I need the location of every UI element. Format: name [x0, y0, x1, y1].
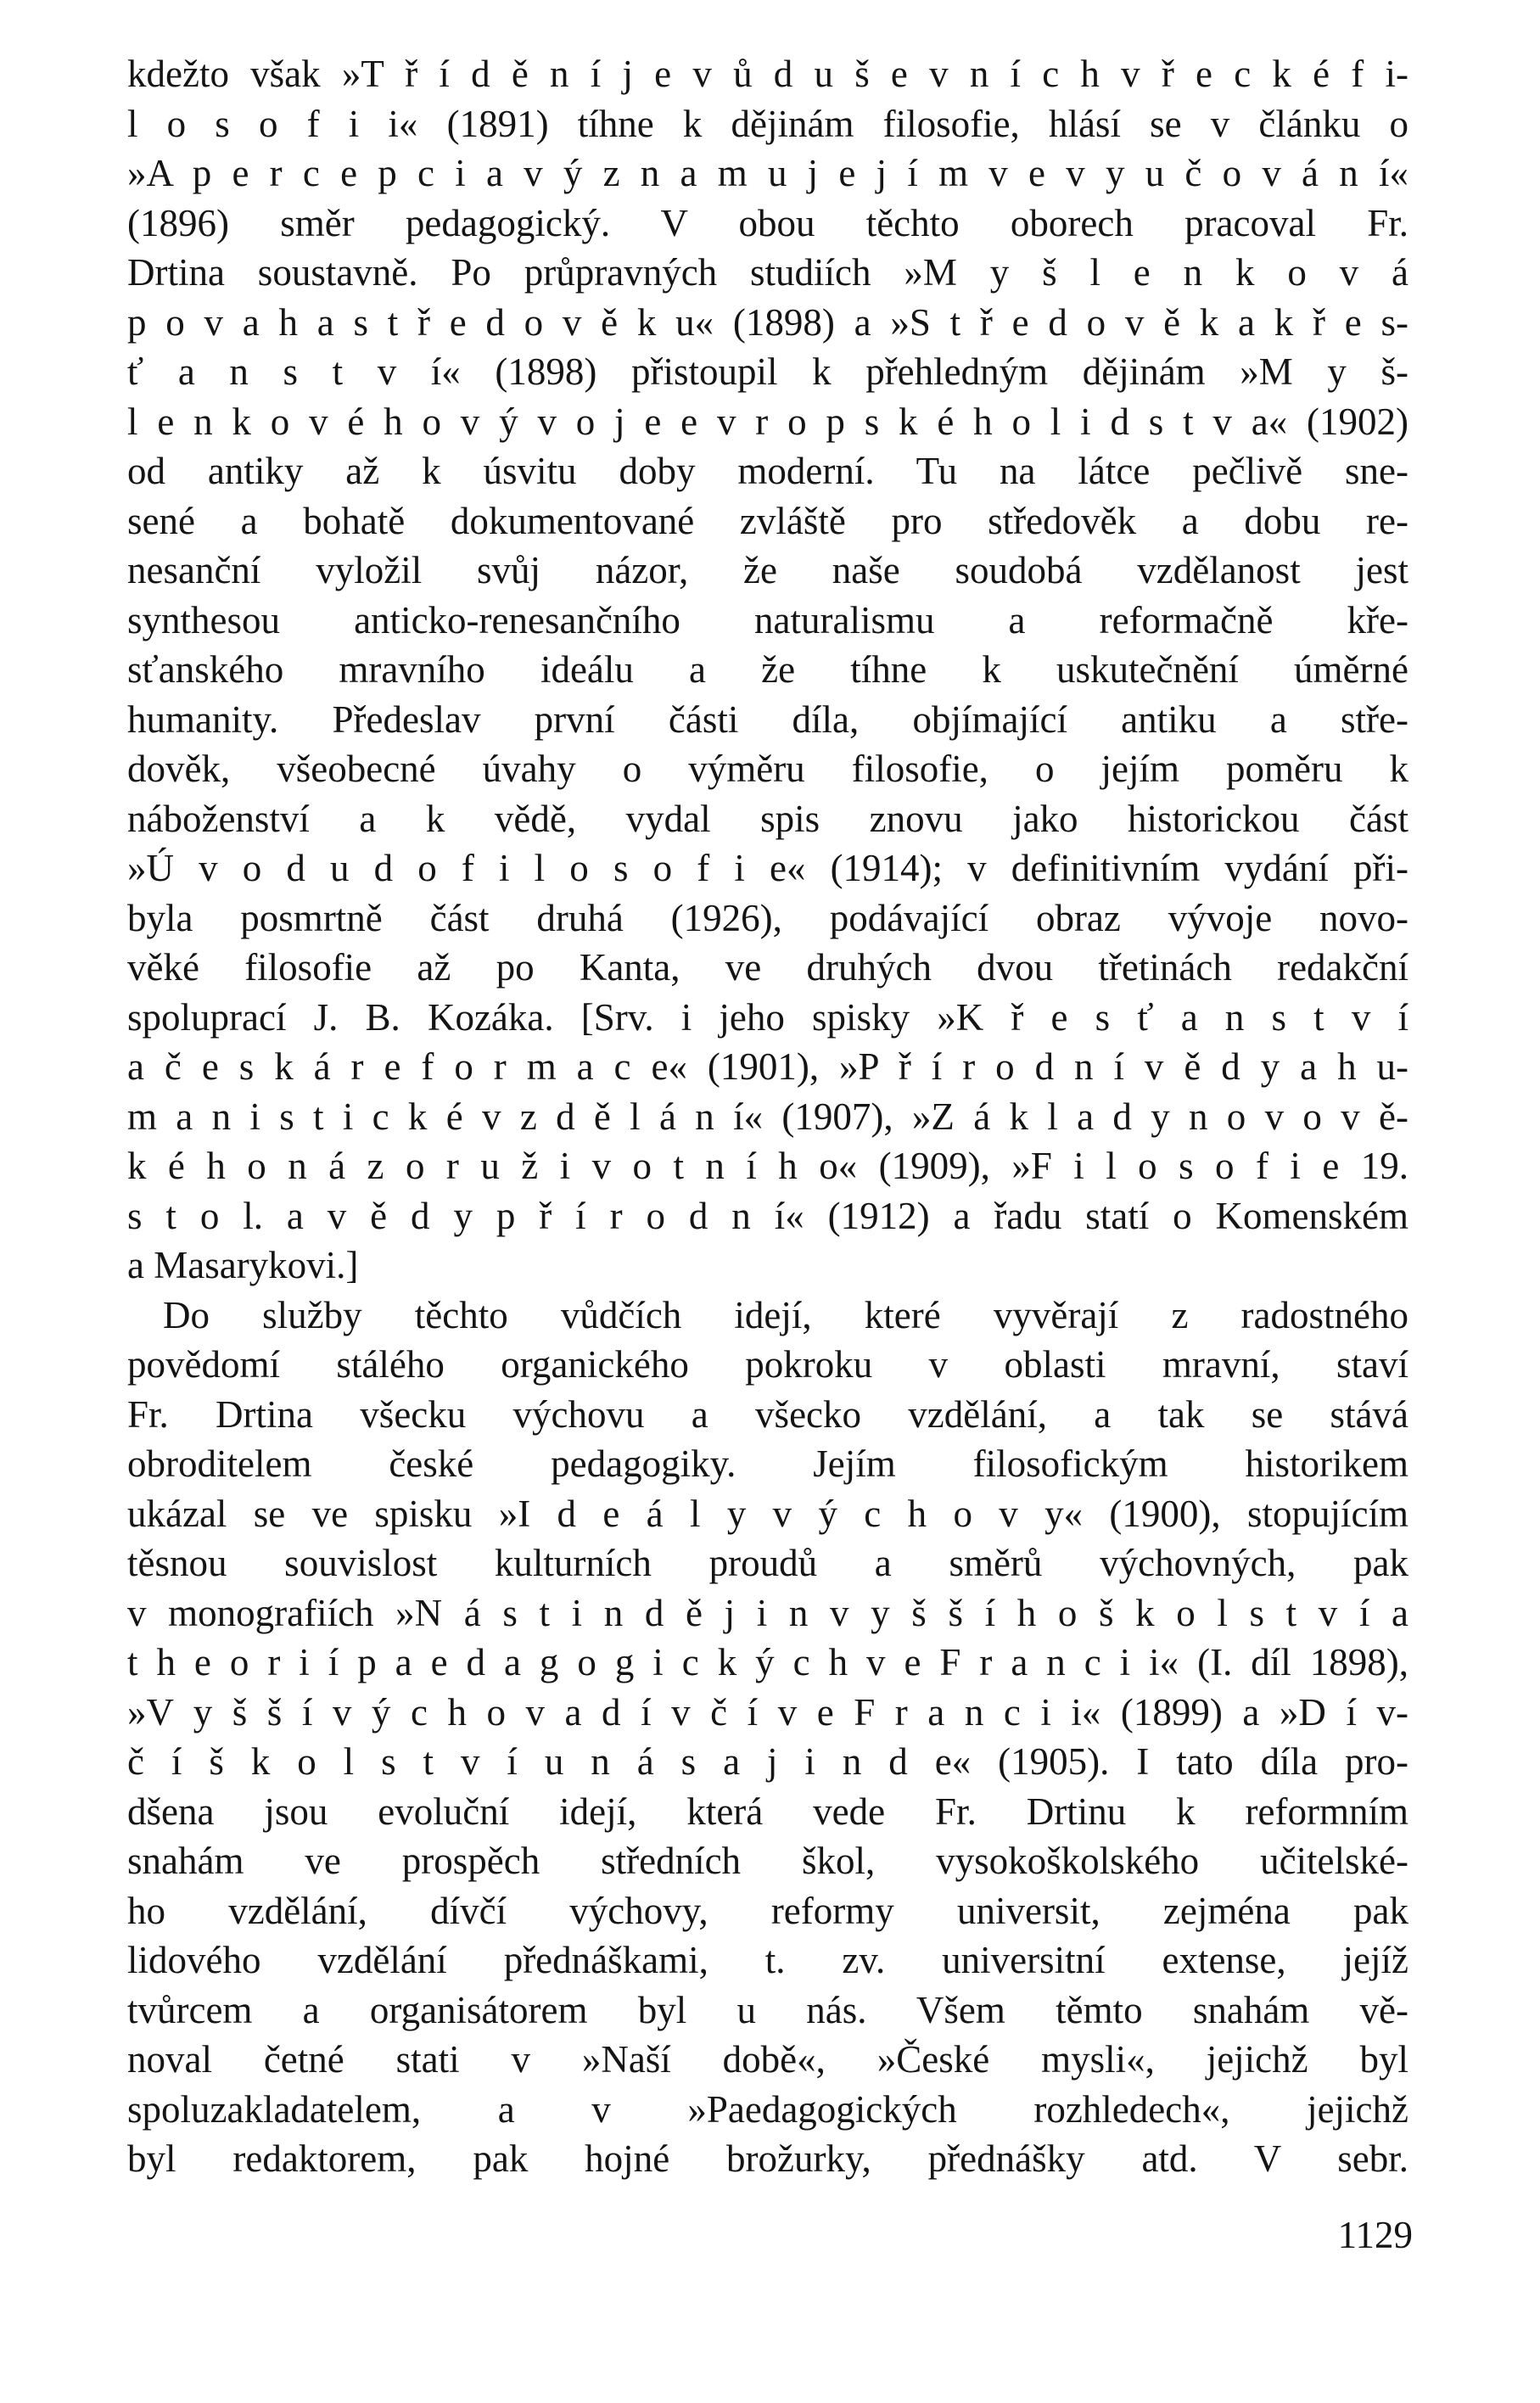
text-line: s t o l. a v ě d y p ř í r o d n í« (1912) a řadu statí o Komenském	[127, 1194, 1408, 1237]
text-line: l e n k o v é h o v ý v o j e e v r o p s k é h o l i d s t v a« (1902)	[127, 400, 1408, 443]
text-line: »V y š š í v ý c h o v a d í v č í v e F r a n c i i« (1899) a »D í v-	[127, 1690, 1408, 1734]
text-line: a Masarykovi.]	[127, 1244, 359, 1286]
text-line: spoluzakladatelem, a v »Paedagogických rozhledech«, jejichž	[127, 2087, 1408, 2131]
text-line: k é h o n á z o r u ž i v o t n í h o« (1909), »F i l o s o f i e 19.	[127, 1145, 1408, 1187]
text-line: »Ú v o d u d o f i l o s o f i e« (1914); v definitivním vydání při-	[127, 847, 1408, 889]
page-number: 1129	[1337, 2214, 1413, 2256]
text-line: dšena jsou evoluční idejí, která vede Fr. Drtinu k reformním	[127, 1790, 1408, 1833]
text-line: l o s o f i i« (1891) tíhne k dějinám filosofie, hlásí se v článku o	[127, 102, 1408, 145]
text-line: p o v a h a s t ř e d o v ě k u« (1898) a »S t ř e d o v ě k a k ř e s-	[127, 300, 1408, 344]
text-line: těsnou souvislost kulturních proudů a směrů výchovných, pak	[127, 1542, 1408, 1584]
text-line: Drtina soustavně. Po průpravných studiích »M y š l e n k o v á	[127, 251, 1408, 294]
text-line: náboženství a k vědě, vydal spis znovu jako historickou část	[127, 797, 1408, 840]
text-line: Fr. Drtina všecku výchovu a všecko vzdělání, a tak se stává	[127, 1392, 1408, 1436]
paragraph-1	[127, 49, 1408, 1291]
text-line: sťanského mravního ideálu a že tíhne k uskutečnění úměrné	[127, 648, 1408, 691]
text-line: »A p e r c e p c i a v ý z n a m u j e j í m v e v y u č o v á n í«	[127, 152, 1408, 194]
text-line: tvůrcem a organisátorem byl u nás. Všem těmto snahám vě-	[127, 1988, 1408, 2031]
text-line: m a n i s t i c k é v z d ě l á n í« (1907), »Z á k l a d y n o v o v ě-	[127, 1095, 1408, 1138]
text-line: sené a bohatě dokumentované zvláště pro středověk a dobu re-	[127, 499, 1408, 542]
text-line: věké filosofie až po Kanta, ve druhých dvou třetinách redakční	[127, 946, 1408, 989]
text-line: obroditelem české pedagogiky. Jejím filosofickým historikem	[127, 1442, 1408, 1485]
text-line: (1896) směr pedagogický. V obou těchto oborech pracoval Fr.	[127, 201, 1408, 244]
text-line: noval četné stati v »Naší době«, »České mysli«, jejichž byl	[127, 2038, 1408, 2081]
text-line: ukázal se ve spisku »I d e á l y v ý c h o v y« (1900), stopujícím	[127, 1492, 1408, 1535]
text-line: byl redaktorem, pak hojné brožurky, přednášky atd. V sebr.	[127, 2137, 1408, 2180]
text-line: ho vzdělání, dívčí výchovy, reformy universit, zejména pak	[127, 1889, 1408, 1932]
text-line: humanity. Předeslav první části díla, objímající antiku a stře-	[127, 697, 1408, 741]
text-line: nesanční vyložil svůj názor, že naše soudobá vzdělanost jest	[127, 549, 1408, 591]
paragraph-2	[127, 1291, 1408, 2184]
text-line: dověk, všeobecné úvahy o výměru filosofie, o jejím poměru k	[127, 748, 1408, 790]
text-line: byla posmrtně část druhá (1926), podávající obraz vývoje novo-	[127, 896, 1408, 939]
text-line: povědomí stálého organického pokroku v oblasti mravní, staví	[127, 1343, 1408, 1386]
text-line: Do služby těchto vůdčích idejí, které vyvěrají z radostného	[163, 1293, 1408, 1336]
text-line: synthesou anticko-renesančního naturalismu a reformačně kře-	[127, 598, 1408, 641]
text-line: kdežto však »T ř í d ě n í j e v ů d u š e v n í c h v ř e c k é f i-	[127, 53, 1408, 95]
text-line: od antiky až k úsvitu doby moderní. Tu na látce pečlivě sne-	[127, 450, 1408, 492]
text-line: t h e o r i í p a e d a g o g i c k ý c h v e F r a n c i i« (I. díl 1898),	[127, 1641, 1408, 1683]
text-line: lidového vzdělání přednáškami, t. zv. universitní extense, jejíž	[127, 1939, 1408, 1981]
text-line: č í š k o l s t v í u n á s a j i n d e« (1905). I tato díla pro-	[127, 1740, 1408, 1783]
text-line: snahám ve prospěch středních škol, vysokoškolského učitelské-	[127, 1840, 1408, 1882]
text-line: ť a n s t v í« (1898) přistoupil k přehledným dějinám »M y š-	[127, 350, 1408, 393]
text-line: v monografiích »N á s t i n d ě j i n v y š š í h o š k o l s t v í a	[127, 1591, 1408, 1634]
text-line: a č e s k á r e f o r m a c e« (1901), »P ř í r o d n í v ě d y a h u-	[127, 1045, 1408, 1088]
text-column	[127, 49, 1408, 2184]
text-line: spoluprací J. B. Kozáka. [Srv. i jeho spisky »K ř e s ť a n s t v í	[127, 995, 1408, 1039]
